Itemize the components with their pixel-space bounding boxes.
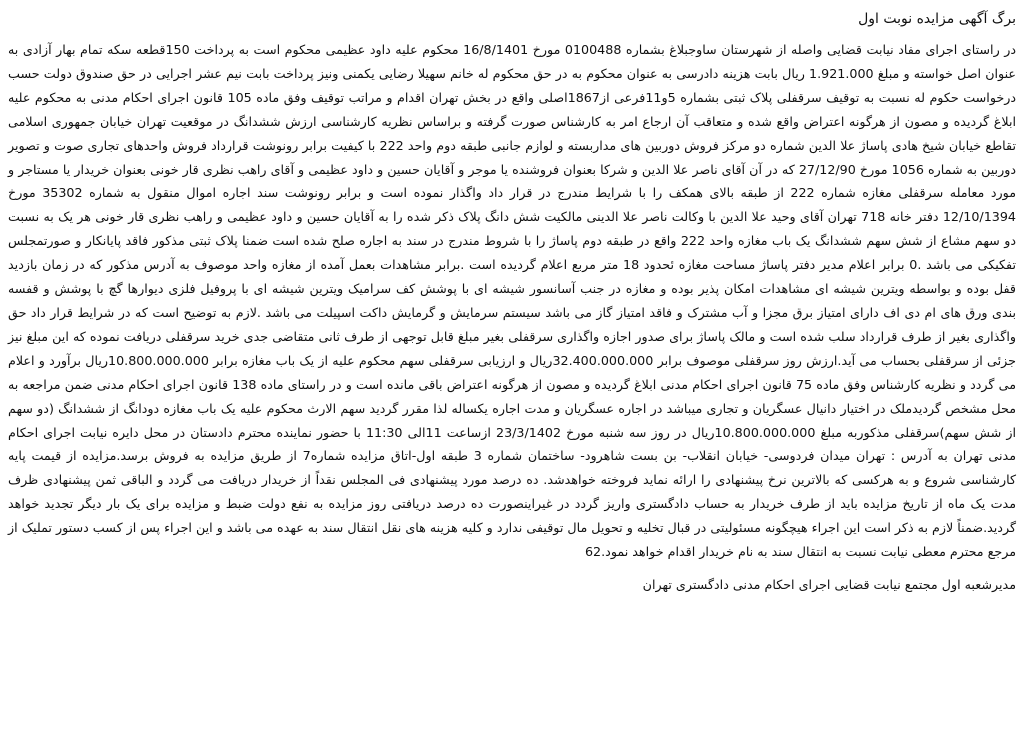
signature-line: مدیرشعبه اول مجتمع نیابت قضایی اجرای احکام مدنی دادگستری تهران: [642, 576, 1016, 592]
notice-body-paragraph: در راستای اجرای مفاد نیابت قضایی واصله از شهرستان ساوجبلاغ بشماره 0100488 مورخ 16/8/1401 محکوم علیه داود عظیمی محکوم است به پرداخت 150قطعه سکه تمام بهار آزادی به عنوان اصل خواسته و مبلغ 1.921.000 ریال بابت هزینه دادرسی به عنوان محکوم به در حق محکوم له خانم سهیلا رضایی یکمنی ونیز پرداخت بابت نیم عشر اجرایی در حق صندوق دولت حسب درخواست حکوم له نسبت به توقیف سرقفلی پلاک ثبتی بشماره 5و11فرعی از1867اصلی واقع در بخش تهران اقدام و مراتب توقیف وفق ماده 105 قانون اجرای احکام مدنی به محکوم علیه ابلاغ گردیده و مصون از هرگونه اعتراض واقع شده و متعاقب آن ارجاع امر به کارشناس صورت گرفته و براساس نظریه کارشناسی ارزش ششدانگ در موقعیت تهران خیابان جمهوری اسلامی تقاطع خیابان شیخ هادی پاساژ علا الدین شماره دو مرکز فروش دوربین های مداربسته و لوازم جانبی طبقه دوم واحد 222 با کیفیت برابر رونوشت قرارداد فروش واحدهای تجاری صوت و تصویر دوربین به شماره 1056 مورخ 27/12/90 که در آن آقای ناصر علا الدین و شرکا بعنوان فروشنده یا موجر و آقایان حسین و داود عظیمی و آقای راهب نظری قار خونی بعنوان خریدار یا مستاجر و مورد معامله سرقفلی مغازه شماره 222 از طبقه بالای همکف را با شرایط مندرج در قرار داد واگذار نموده است و برابر رونوشت سند اجاره اموال منقول به شماره 35302 مورخ 12/10/1394 دفتر خانه 718 تهران آقای وحید علا الدین با وکالت ناصر علا الدینی مالکیت شش دانگ پلاک ذکر شده را به آقایان حسین و داود عظیمی و راهب نظری قار خونی هر یک به نسبت دو سهم مشاع از شش سهم ششدانگ یک باب مغازه واحد 222 واقع در طبقه دوم پاساژ را با شروط مندرج در سند به اجاره صلح شده است ضمنا پلاک ثبتی مذکور فاقد پایانکار و صورتمجلس تفکیکی می باشد .0 برابر اعلام مدیر دفتر پاساژ مساحت مغازه ئحدود 18 متر مربع اعلام گردیده است .برابر مشاهدات بعمل آمده از مغازه واحد موصوف به آدرس مذکور که در زمان بازدید قفل بوده و بواسطه ویترین شیشه ای مشاهدات امکان پذیر بوده و مغازه در جنب آسانسور شیشه ای با پوشش کف سرامیک ویترین شیشه ای با پروفیل فلزی دیوارها گچ با پوشش و قفسه بندی ورق های ام دی اف دارای امتیاز برق مجزا و آب مشترک و فاقد امتیاز گاز می باشد سیستم سرمایش و گرمایش داکت اسپیلت می باشد .لازم به توضیح است که در شرایط قرار داد حق واگذاری بغیر از طرف قرارداد سلب شده است و مالک پاساژ برای صدور اجازه واگذاری سرقفلی بغیر مبلغ قابل توجهی از طرف ثانی متقاضی جدی خرید سرقفلی دریافت نموده که این مبلغ نیز جزئی از سرقفلی بحساب می آید.ارزش روز سرقفلی موصوف برابر 32.400.000.000ریال و ارزیابی سرقفلی سهم محکوم علیه از یک باب مغازه برابر 10.800.000.000ریال برآورد و اعلام می گردد و نظریه کارشناس وفق ماده 75 قانون اجرای احکام مدنی ابلاغ گردیده و مصون از هرگونه اعتراض باقی مانده است و در راستای ماده 138 قانون اجرای احکام مدنی ضمن مراجعه به محل مشخص گردیدملک در اختیار دانیال عسگریان و تجاری میباشد در اجاره عسگریان و مدت اجاره یکساله لذا مقرر گردید سهم الارث محکوم علیه یک باب مغازه دودانگ از ششدانگ (دو سهم از شش سهم)سرقفلی مذکوربه مبلغ 10.800.000.000ریال در روز سه شنبه مورخ 23/3/1402 ازساعت 11الی 11:30 با حضور نماینده محترم دادستان در محل دایره نیابت اجرای احکام مدنی تهران به آدرس : تهران میدان فردوسی- خیابان انقلاب- بن بست شاهرود- ساختمان شماره 3 طبقه اول-اتاق مزایده شماره7 از طریق مزایده به فروش برسد.مزایده از قیمت پایه کارشناسی شروع و به هرکسی که بالاترین نرخ پیشنهادی را ارائه نماید فروخته خواهدشد. ده درصد مورد پیشنهادی فی المجلس نقداً از خریدار دریافت می گردد و الباقی ثمن پیشنهادی ظرف مدت یک ماه از تاریخ مزایده باید از طرف خریدار به حساب دادگستری واریز گردد در غیراینصورت ده درصد دریافتی روز مزایده به نفع دولت ضبط و مزایده برای یک بار دیگر تجدید خواهد گردید.ضمناً لازم به ذکر است این اجراء هیچگونه مسئولیتی در قبال تخلیه و تحویل مال توقیفی ندارد و کلیه هزینه های نقل انتقال سند به عهده می باشد و این اجراء پس از کسب دستور تملیک از مرجع محترم معطی نیابت نسبت به انتقال سند به نام خریدار اقدام خواهد نمود.62: [8, 42, 1017, 560]
document-title: برگ آگهی مزایده نوبت اول: [858, 11, 1016, 27]
